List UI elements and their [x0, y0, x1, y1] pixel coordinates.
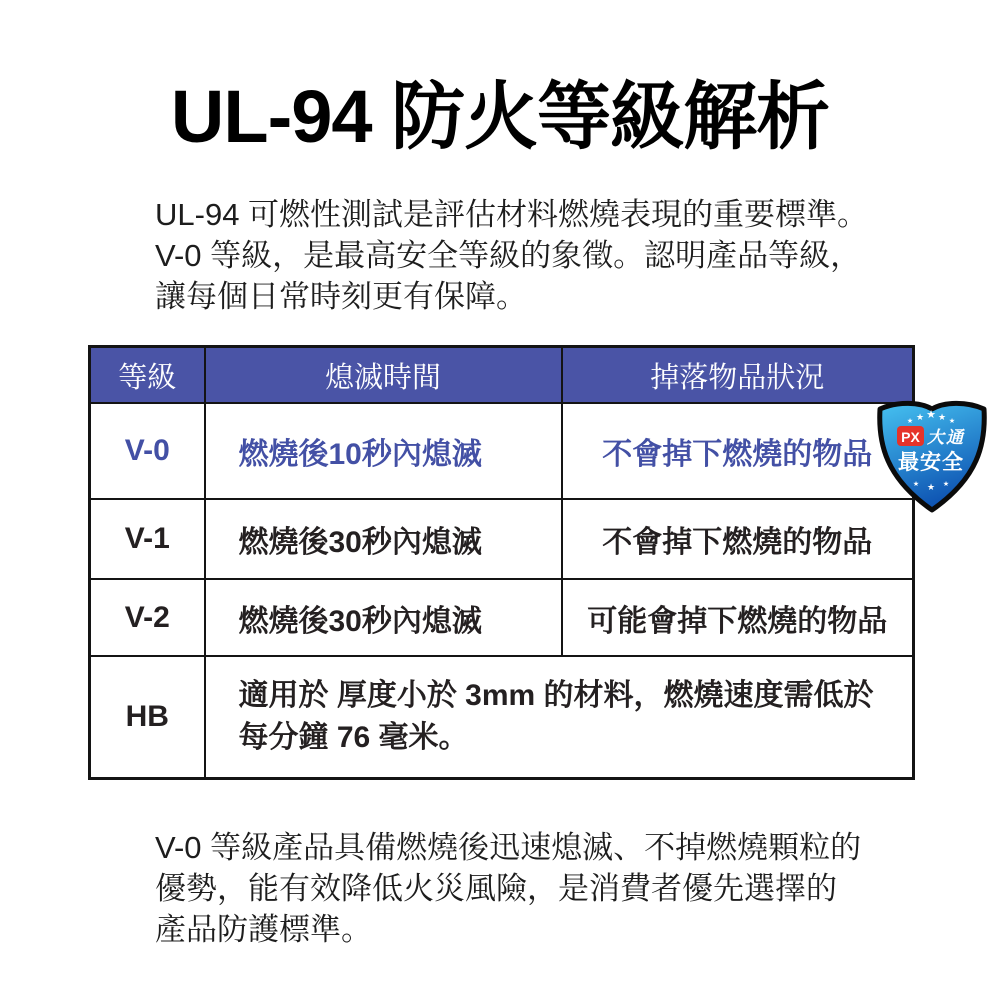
- cell-grade-v1: V-1: [90, 499, 205, 579]
- hb-desc-line-1: 適用於 厚度小於 3mm 的材料，燃燒速度需低於: [238, 679, 874, 712]
- star-icon: ★: [937, 413, 947, 423]
- page-title: UL-94 防火等級解析: [170, 75, 830, 158]
- footer-paragraph: [155, 827, 861, 950]
- cell-drip-v1: 不會掉下燃燒的物品: [562, 499, 914, 579]
- table-row-v2: [90, 579, 914, 656]
- footer-line-1: V-0 等級產品具備燃燒後迅速熄滅、不掉燃燒顆粒的: [155, 830, 862, 865]
- star-icon: ★: [912, 480, 920, 488]
- star-icon: ★: [915, 413, 925, 423]
- ul94-rating-table: [88, 345, 915, 780]
- brand-name-text: 大通: [927, 428, 965, 447]
- star-icon: ★: [926, 483, 936, 493]
- star-icon: ★: [942, 480, 950, 488]
- hb-desc-line-2: 每分鐘 76 毫米。: [238, 721, 469, 754]
- table-row-hb: [90, 656, 914, 779]
- cell-drip-v0: 不會掉下燃燒的物品: [562, 403, 914, 499]
- star-icon: ★: [948, 417, 956, 425]
- cell-desc-hb: [205, 656, 914, 779]
- cell-time-v0: 燃燒後10秒內熄滅: [205, 403, 562, 499]
- col-header-grade: 等級: [90, 347, 205, 404]
- cell-time-v2: 燃燒後30秒內熄滅: [205, 579, 562, 656]
- col-header-drip-status: 掉落物品狀況: [562, 347, 914, 404]
- intro-line-2: V-0 等級，是最高安全等級的象徵。認明產品等級，: [155, 238, 862, 273]
- cell-grade-v0: V-0: [90, 403, 205, 499]
- safety-badge: [870, 399, 994, 519]
- intro-paragraph: [155, 194, 868, 317]
- brand-logo-text: PX: [901, 429, 920, 445]
- table-header-row: [90, 347, 914, 404]
- footer-line-2: 優勢，能有效降低火災風險，是消費者優先選擇的: [155, 871, 837, 906]
- star-icon: ★: [926, 408, 936, 421]
- shield-icon: [870, 399, 994, 519]
- star-icon: ★: [906, 417, 914, 425]
- cell-grade-v2: V-2: [90, 579, 205, 656]
- col-header-extinguish-time: 熄滅時間: [205, 347, 562, 404]
- badge-label: 最安全: [898, 451, 964, 474]
- intro-line-3: 讓每個日常時刻更有保障。: [155, 279, 527, 314]
- cell-time-v1: 燃燒後30秒內熄滅: [205, 499, 562, 579]
- intro-line-1: UL-94 可燃性測試是評估材料燃燒表現的重要標準。: [155, 197, 869, 232]
- table-row-v1: [90, 499, 914, 579]
- footer-line-3: 產品防護標準。: [155, 912, 372, 947]
- brand-logo: [897, 426, 965, 447]
- cell-drip-v2: 可能會掉下燃燒的物品: [562, 579, 914, 656]
- cell-grade-hb: HB: [90, 656, 205, 779]
- table-row-v0: [90, 403, 914, 499]
